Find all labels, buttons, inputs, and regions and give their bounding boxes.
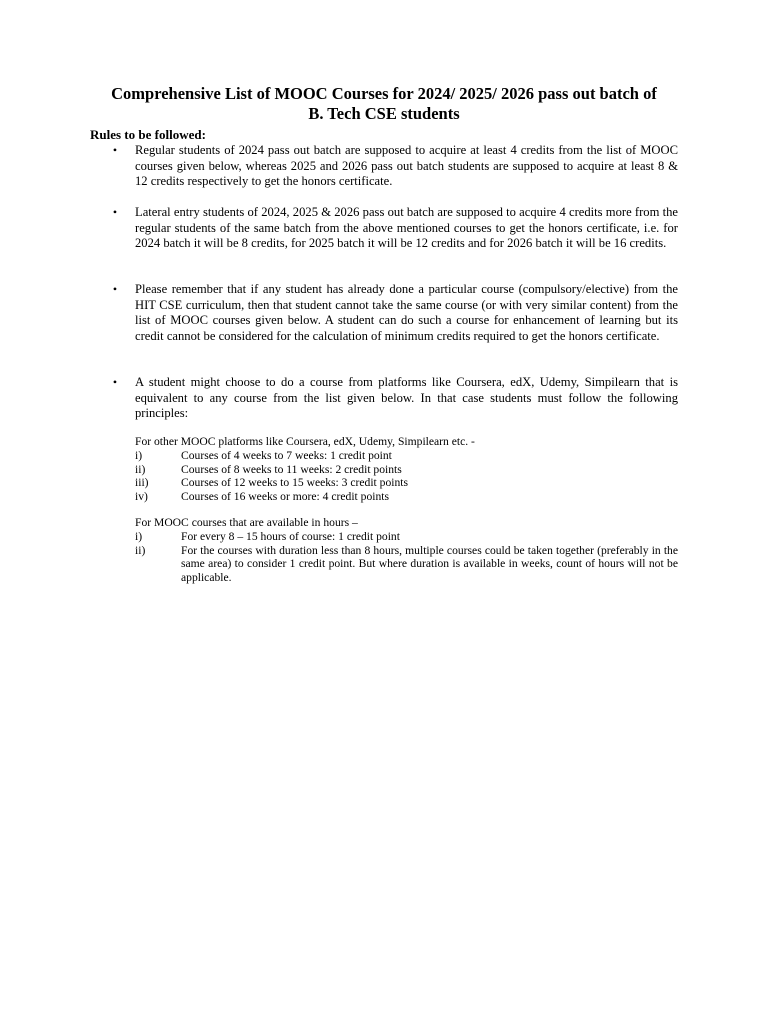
list-item-text: Courses of 8 weeks to 11 weeks: 2 credit points [181, 462, 402, 476]
rule-bullet-4 [112, 375, 678, 422]
list-item [135, 530, 678, 544]
rule-text-4: A student might choose to do a course from platforms like Coursera, edX, Udemy, Simpilearn that is equivalent to any course from the list given below. In that case students must follow the following principles: [135, 375, 678, 420]
list-item-number: ii) [135, 543, 146, 557]
list-item-number: iv) [135, 489, 148, 503]
title-line-2: B. Tech CSE students [308, 104, 460, 123]
list-item-text: Courses of 16 weeks or more: 4 credit points [181, 489, 390, 503]
document-title [88, 84, 680, 124]
list-item-number: i) [135, 449, 143, 462]
list-item [135, 490, 678, 504]
platforms-credit-list [135, 449, 678, 503]
list-item [135, 449, 678, 463]
rule-text-1: Regular students of 2024 pass out batch are supposed to acquire at least 4 credits from the list of MOOC courses given below, whereas 2025 and 2026 pass out batch students are supposed to acquire at least 8 & 12 credits respectively to get the honors certificate. [135, 143, 678, 188]
rule-bullet-1 [112, 143, 678, 190]
platforms-heading: For other MOOC platforms like Coursera, edX, Udemy, Simpilearn etc. - [135, 435, 475, 448]
rule-bullet-3 [112, 282, 678, 344]
list-item [135, 476, 678, 490]
bullet-symbol: • [112, 205, 118, 219]
bullet-symbol: • [112, 143, 118, 157]
list-item-text: For the courses with duration less than 8 hours, multiple courses could be taken together (preferably in the same area) to consider 1 credit point. But where duration is available in weeks, count of hours will not be applicable. [181, 543, 678, 584]
bullet-symbol: • [112, 375, 118, 389]
rule-text-2: Lateral entry students of 2024, 2025 & 2026 pass out batch are supposed to acquire 4 credits more from the regular students of the same batch from the above mentioned courses to get the honors certificate, i.e. for 2024 batch it will be 8 credits, for 2025 batch it will be 12 credits and for 2026 batch it will be 16 credits. [135, 205, 678, 250]
rule-text-3: Please remember that if any student has already done a particular course (compulsory/elective) from the HIT CSE curriculum, then that student cannot take the same course (or with very similar content) from the list of MOOC courses given below. A student can do such a course for enhancement of learning but its credit cannot be considered for the calculation of minimum credits required to get the honors certificate. [135, 282, 678, 343]
list-item-text: Courses of 4 weeks to 7 weeks: 1 credit point [181, 449, 392, 462]
list-item-text: Courses of 12 weeks to 15 weeks: 3 credit points [181, 476, 409, 490]
list-item-number: iii) [135, 476, 149, 490]
rules-heading: Rules to be followed: [90, 127, 206, 142]
list-item-number: i) [135, 530, 143, 543]
list-item-text: For every 8 – 15 hours of course: 1 credit point [181, 530, 400, 543]
list-item-number: ii) [135, 462, 146, 476]
bullet-symbol: • [112, 282, 118, 296]
title-line-1: Comprehensive List of MOOC Courses for 2024/ 2025/ 2026 pass out batch of [111, 84, 657, 103]
list-item [135, 463, 678, 477]
hours-heading: For MOOC courses that are available in hours – [135, 516, 358, 529]
rule-bullet-2 [112, 205, 678, 252]
hours-credit-list [135, 530, 678, 584]
list-item [135, 544, 678, 585]
